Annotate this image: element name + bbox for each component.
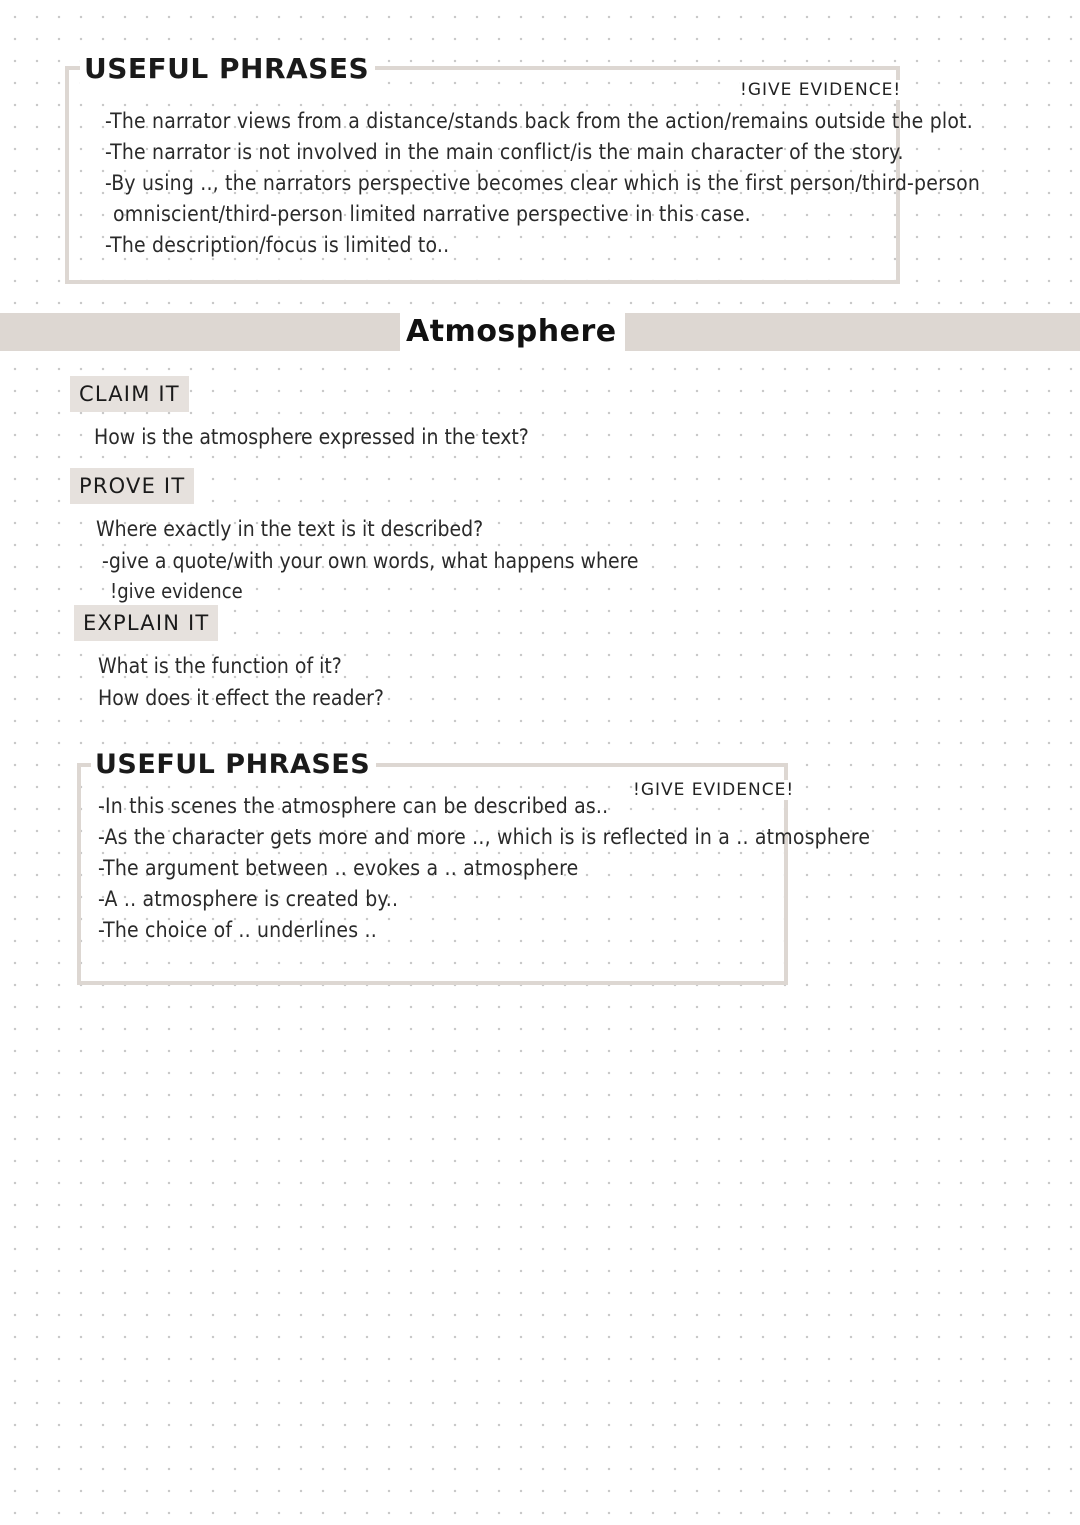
useful-phrases-list-bottom — [98, 791, 870, 946]
prove-line: Where exactly in the text is it described? — [96, 517, 484, 541]
explain-line: How does it effect the reader? — [98, 686, 384, 710]
claim-it-label: CLAIM IT — [70, 376, 189, 412]
section-title: Atmosphere — [400, 311, 625, 353]
phrase-line: -By using .., the narrators perspective becomes clear which is the first person/third-person — [105, 171, 981, 195]
phrase-line: -As the character gets more and more .., which is is reflected in a .. atmosphere — [98, 825, 871, 849]
explain-line: What is the function of it? — [98, 654, 342, 678]
useful-phrases-list-top — [105, 106, 980, 261]
explain-it-label: EXPLAIN IT — [74, 605, 218, 641]
phrase-line: -A .. atmosphere is created by.. — [98, 887, 399, 911]
phrase-line: -The narrator is not involved in the main conflict/is the main character of the story. — [105, 140, 904, 164]
phrase-line: -The argument between .. evokes a .. atmosphere — [98, 856, 579, 880]
claim-line: How is the atmosphere expressed in the text? — [94, 425, 529, 449]
prove-line: !give evidence — [110, 579, 243, 603]
give-evidence-note-bottom: !GIVE EVIDENCE! — [633, 780, 795, 800]
prove-line: -give a quote/with your own words, what happens where — [102, 549, 639, 573]
phrase-line: -The description/focus is limited to.. — [105, 233, 450, 257]
phrase-line: -The choice of .. underlines .. — [98, 918, 377, 942]
claim-it-text — [94, 421, 529, 453]
give-evidence-note-top: !GIVE EVIDENCE! — [740, 80, 902, 100]
explain-it-text — [98, 650, 384, 714]
useful-phrases-title-bottom: USEFUL PHRASES — [91, 747, 376, 783]
phrase-line: -The narrator views from a distance/stands back from the action/remains outside the plot. — [105, 109, 973, 133]
prove-it-label: PROVE IT — [70, 468, 194, 504]
phrase-line: omniscient/third-person limited narrative perspective in this case. — [113, 202, 751, 226]
prove-it-text — [96, 513, 639, 605]
phrase-line: -In this scenes the atmosphere can be described as.. — [98, 794, 609, 818]
useful-phrases-title-top: USEFUL PHRASES — [80, 50, 375, 88]
